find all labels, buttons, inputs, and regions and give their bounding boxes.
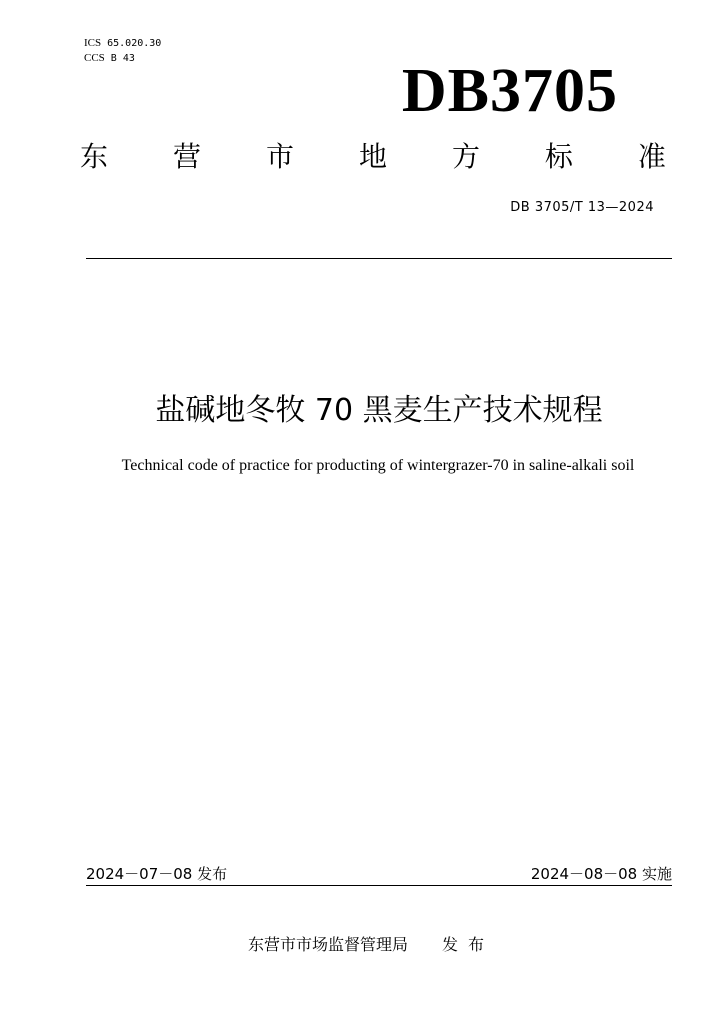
footer-divider <box>86 885 672 886</box>
publisher <box>0 934 724 956</box>
ics-label: ICS <box>84 37 102 49</box>
standard-code: DB3705 <box>401 57 618 125</box>
publisher-name: 东营市市场监督管理局 <box>247 935 408 954</box>
ccs-value: B 43 <box>110 53 135 64</box>
standard-type-char: 方 <box>451 140 480 173</box>
title-english: Technical code of practice for producting of wintergrazer-70 in saline-alkali soil <box>121 457 635 474</box>
header-divider <box>86 258 672 259</box>
ics-line <box>84 36 161 51</box>
classification-block <box>84 36 161 66</box>
standard-type-char: 市 <box>265 140 294 173</box>
ics-value: 65.020.30 <box>107 38 162 49</box>
ccs-line <box>84 51 161 66</box>
standard-type-char: 准 <box>637 140 666 173</box>
standard-type-char: 标 <box>544 140 573 173</box>
standard-type <box>80 140 666 174</box>
title-chinese: 盐碱地冬牧 70 黑麦生产技术规程 <box>155 393 603 428</box>
ccs-label: CCS <box>84 52 105 64</box>
standard-type-char: 东 <box>80 140 109 173</box>
release-date: 2024－07－08 发布 <box>86 865 228 883</box>
standard-type-char: 地 <box>358 140 387 173</box>
standard-type-char: 营 <box>172 140 201 173</box>
standard-number: DB 3705/T 13—2024 <box>510 200 654 215</box>
implement-date: 2024－08－08 实施 <box>530 865 672 883</box>
publisher-action: 发布 <box>442 935 495 954</box>
